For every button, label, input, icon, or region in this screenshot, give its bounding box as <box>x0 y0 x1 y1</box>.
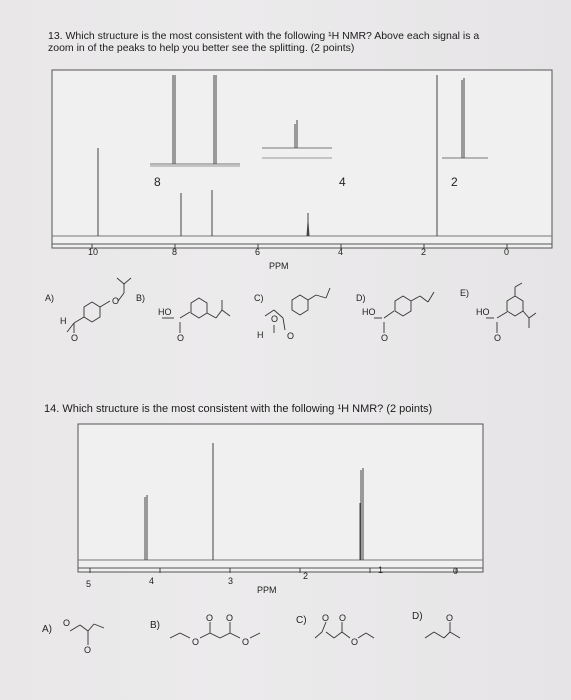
tick-label: 2 <box>421 247 427 257</box>
question-13-line1: 13. Which structure is the most consistent with the following ¹H NMR? Above each signal is a <box>48 30 480 42</box>
atom-label: O <box>63 618 71 628</box>
atom-label: O <box>446 613 454 623</box>
atom-label: H <box>257 330 264 340</box>
axis-label-ppm: PPM <box>269 261 289 271</box>
question-14: 14. Which structure is the most consistent with the following ¹H NMR? (2 points) <box>44 403 433 415</box>
tick-label: 1 <box>378 565 384 575</box>
atom-label: O <box>192 637 200 647</box>
atom-label: O <box>177 333 185 343</box>
tick-label: 6 <box>255 247 261 257</box>
atom-label: O <box>112 296 120 306</box>
tick-label: 4 <box>338 247 344 257</box>
q13-option-b[interactable]: B) <box>136 293 145 303</box>
axis-label-ppm: PPM <box>257 585 277 595</box>
atom-label: O <box>494 333 502 343</box>
atom-label: O <box>287 331 295 341</box>
tick-label: 3 <box>228 576 234 586</box>
atom-label: O <box>84 645 92 655</box>
atom-label: O <box>322 613 330 623</box>
q14-option-c[interactable]: C) <box>296 615 307 626</box>
q13-option-e[interactable]: E) <box>460 288 469 298</box>
atom-label: O <box>71 333 79 343</box>
zoom-label-4: 4 <box>339 175 346 189</box>
atom-label: O <box>271 314 279 324</box>
q13-option-a[interactable]: A) <box>45 293 54 303</box>
tick-label: 5 <box>86 579 92 589</box>
atom-label: O <box>339 613 347 623</box>
tick-label: 10 <box>88 247 99 257</box>
atom-label: O <box>381 333 389 343</box>
zoom-label-2: 2 <box>451 175 458 189</box>
tick-label: 2 <box>303 571 309 581</box>
atom-label: O <box>242 637 250 647</box>
q14-option-a[interactable]: A) <box>42 624 52 635</box>
atom-label: O <box>226 613 234 623</box>
tick-label: 4 <box>149 576 155 586</box>
atom-label: H <box>60 316 67 326</box>
tick-label: 0 <box>453 566 459 576</box>
atom-label: HO <box>476 307 490 317</box>
q13-option-d[interactable]: D) <box>356 293 366 303</box>
atom-label: HO <box>362 307 376 317</box>
q14-option-b[interactable]: B) <box>150 620 160 631</box>
atom-label: O <box>206 613 214 623</box>
tick-label: 8 <box>172 247 178 257</box>
question-13-line2: zoom in of the peaks to help you better see the splitting. (2 points) <box>48 42 355 54</box>
q13-option-c[interactable]: C) <box>254 293 264 303</box>
tick-label: 0 <box>504 247 510 257</box>
atom-label: O <box>351 637 359 647</box>
q14-option-d[interactable]: D) <box>412 611 423 622</box>
zoom-label-8: 8 <box>154 175 161 189</box>
atom-label: HO <box>158 307 172 317</box>
